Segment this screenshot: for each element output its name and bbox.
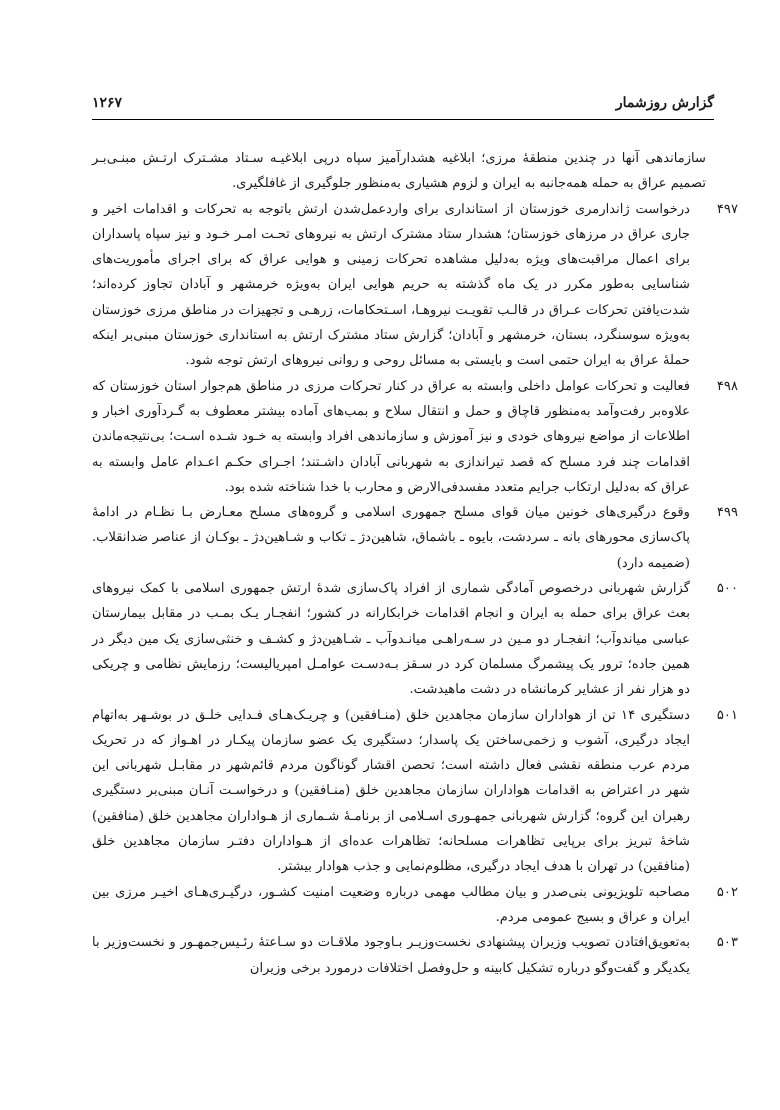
list-item (92, 703, 738, 880)
entry-text: درخواست ژاندارمری خوزستان از استانداری برای واردعمل‌شدن ارتش باتوجه به تحرکات و اقدامات اخیر و جاری عراق در مرزهای خوزستان؛ هشدار ستاد مشترک ارتش به نیروهای تحـت امـر خـود و نیز سپاه پاسداران برای اعمال مراقبت‌های ویژه به‌دلیل مشاهده تحرکات زمینی و هوایی عراق که برای اجرای مأموریت‌های شناسایی به‌طور مکرر در یک ماه گذشته به حریم هوایی ایران به‌ویژه خرمشهر و آبادان تجاوز کرده‌اند؛ شدت‌یافتن تحرکات عـراق در قالـب تقویـت نیروهـا، اسـتحکامات، زرهـی و تجهیزات در مناطق مرزی خوزستان به‌ویژه سوسنگرد، بستان، خرمشهر و آبادان؛ گزارش ستاد مشترک ارتش به استانداری خوزستان مبنی‌بر اینکه حملهٔ عراق به ایران حتمی است و بایستی به مسائل روحی و روانی نیروهای ارتش توجه شود. (92, 201, 690, 369)
page-body (92, 146, 738, 981)
entry-text: فعالیت و تحرکات عوامل داخلی وابسته به عراق در کنار تحرکات مرزی در مناطق هم‌جوار استان خوزستان که علاوه‌بر رفت‌وآمد به‌منظور قاچاق و حمل و انتقال سلاح و بمب‌های آماده بیشتر معطوف به گـردآوری اخبار و اطلاعات از مواضع نیروهای خودی و نیز آموزش و سازماندهی افراد وابسته به خـود شـده اسـت؛ بی‌نتیجه‌ماندن اقدامات چند فرد مسلح که قصد تیراندازی به شهربانی آبادان داشـتند؛ اجـرای حکـم اعـدام عامل وابسته به عراق که به‌دلیل ارتکاب جرایم متعدد مفسدفی‌الارض و محارب با خدا شناخته شده بود. (92, 378, 690, 495)
list-item (92, 374, 738, 500)
list-item (92, 880, 738, 931)
entry-text: مصاحبه تلویزیونی بنی‌صدر و بیان مطالب مهمی درباره وضعیت امنیت کشـور، درگیـری‌هـای اخیـر مرزی بین ایران و عراق و بسیج عمومی مردم. (92, 884, 690, 925)
entry-number: ۵۰۲ (716, 884, 738, 900)
entry-number: ۵۰۰ (716, 581, 738, 597)
entry-text: دستگیری ۱۴ تن از هواداران سازمان مجاهدین خلق (منـافقین) و چریـک‌هـای فـدایی خلـق در بوشـهر به‌اتهام ایجاد درگیری، آشوب و زخمی‌ساختن یک پاسدار؛ دستگیری یک عضو سازمان پیکـار در اهـواز که در تحریک مردم عرب منطقه نقشی فعال داشته است؛ تحصن اقشار گوناگون مردم قائم‌شهر در مقابـل شهربانی این شهر در اعتراض به اقدامات هواداران سازمان مجاهدین خلق (منـافقین) و درخواسـت آنـان مبنی‌بر دستگیری رهبران این گروه؛ گزارش شهربانی جمهـوری اسـلامی از برنامـهٔ شـماری از هـواداران مجاهدین خلق (منافقین) شاخهٔ تبریز برای برپایی تظاهرات مسلحانه؛ تظاهرات عده‌ای از هـواداران دفتـر سازمان مجاهدین خلق (منافقین) در تهران با هدف ایجاد درگیری، مظلوم‌نمایی و جذب هوادار بیشتر. (92, 707, 691, 875)
entry-number: ۴۹۸ (716, 378, 738, 394)
continuation-paragraph: سازماندهی آنها در چندین منطقهٔ مرزی؛ ابلاغیه هشدارآمیز سپاه درپی ابلاغیـه سـتاد مشـترک ارتـش مبنـی‌بـر تصمیم عراق به حمله همه‌جانبه به ایران و لزوم هشیاری به‌منظور جلوگیری از غافلگیری. (92, 151, 706, 192)
entry-number: ۴۹۹ (716, 505, 738, 521)
entry-number: ۵۰۳ (716, 935, 738, 951)
entry-number: ۴۹۷ (716, 201, 738, 217)
entry-text: گزارش شهربانی درخصوص آمادگی شماری از افراد پاک‌سازی شدهٔ ارتش جمهوری اسلامی با کمک نیروهای بعث عراق برای حمله به ایران و انجام اقدامات خرابکارانه در کشور؛ انفجـار یـک بمـب در مقابل بیمارستان عباسی میاندوآب؛ انفجـار دو مـین در سـه‌راهـی میانـدوآب ـ شـاهین‌دژ و کشـف و خنثی‌سازی یک مین دیگر در همین جاده؛ ترور یک پیشمرگ مسلمان کرد در سـقز بـه‌دسـت عوامـل امپریالیست؛ رزمایش نظامی و چریکی دو هزار نفر از عشایر کرمانشاه در دشت ماهیدشت. (92, 581, 690, 698)
list-item (92, 576, 738, 702)
list-item (92, 500, 738, 576)
list-item (92, 197, 738, 374)
entry-number: ۵۰۱ (716, 707, 738, 723)
entry-text: به‌تعویق‌افتادن تصویب وزیران پیشنهادی نخست‌وزیـر بـاوجود ملاقـات دو سـاعتهٔ رئـیس‌جمهـور و نخست‌وزیر با یکدیگر و گفت‌وگو درباره تشکیل کابینه و حل‌وفصل اختلافات درمورد برخی وزیران (92, 935, 690, 976)
entry-text: وقوع درگیری‌های خونین میان قوای مسلح جمهوری اسلامی و گروه‌های مسلح معـارض بـا نظـام در ادامهٔ پاک‌سازی محورهای بانه ـ سردشت، بایوه ـ باشماق، شاهین‌دژ ـ تکاب و شـاهین‌دژ ـ بوکـان از عناصر ضدانقلاب. (ضمیمه دارد) (92, 505, 690, 571)
page-number: ۱۲۶۷ (92, 95, 123, 111)
list-item (92, 930, 738, 981)
running-title: گزارش روزشمار (615, 95, 714, 111)
running-header (92, 91, 714, 120)
